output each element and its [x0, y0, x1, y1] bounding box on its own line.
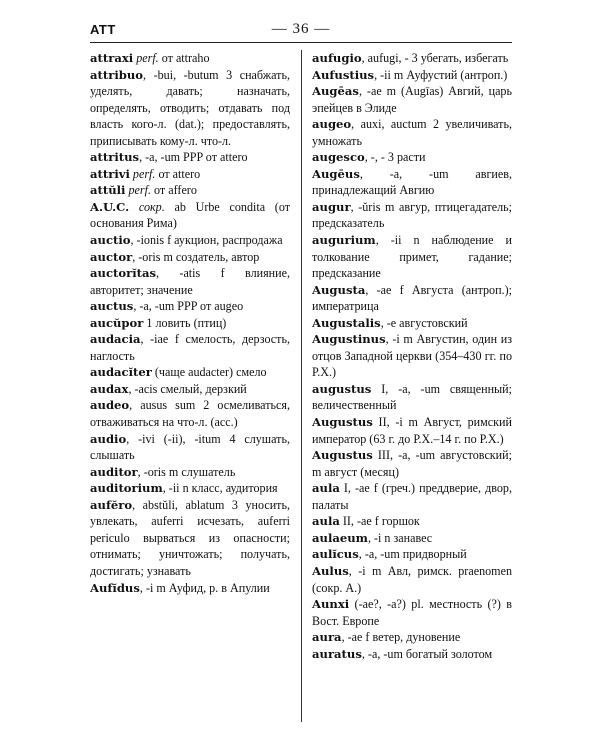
definition: от attero — [155, 166, 201, 181]
dictionary-entry — [312, 232, 512, 282]
definition: , -ivi (-ii), -itum 4 слушать, слышать — [90, 431, 290, 463]
definition: , -i n занавес — [367, 530, 433, 545]
dictionary-entry — [90, 315, 290, 332]
dictionary-entry — [312, 563, 512, 596]
headword: Aunxi — [312, 597, 350, 612]
definition: , -i m Августин, один из отцов Западной церкви (354–430 гг. по Р.Х.) — [312, 332, 512, 380]
headword: audax — [90, 381, 129, 396]
definition: , -oris m слушатель — [137, 464, 236, 479]
definition: (чаще audacter) смело — [151, 365, 267, 380]
headword: Aufustius — [312, 67, 375, 82]
definition: , -oris m создатель, автор — [132, 249, 260, 264]
definition: 1 ловить (птиц) — [143, 315, 227, 330]
dictionary-entry — [312, 646, 512, 663]
dictionary-entry — [90, 249, 290, 266]
dictionary-entry — [312, 629, 512, 646]
dictionary-entry — [90, 265, 290, 298]
definition: , -a, -um PPP от attero — [139, 150, 248, 165]
definition: , -acis смелый, дерзкий — [128, 381, 247, 396]
definition: , -iae f смелость, дерзость, наглость — [90, 332, 290, 363]
definition: , -ae m (Augīas) Авгий, царь эпейцев в Элиде — [312, 84, 512, 115]
headword: auctor — [90, 249, 133, 264]
definition: , -ionis f аукцион, распродажа — [130, 233, 283, 248]
headword: augurium — [312, 233, 376, 248]
dictionary-entry — [312, 331, 512, 381]
definition: , -e августовский — [380, 315, 468, 330]
left-column — [90, 50, 290, 596]
headword: attŭli — [90, 183, 126, 198]
headword: aulĭcus — [312, 547, 359, 562]
headword: auditorium — [90, 481, 163, 496]
definition: ab Urbe condita (от основания Рима) — [90, 199, 290, 231]
headword: augesco — [312, 150, 365, 165]
dictionary-entry — [312, 149, 512, 166]
dictionary-entry — [90, 67, 290, 150]
dictionary-entry — [312, 414, 512, 447]
definition: , -a, -um PPP от augeo — [133, 299, 244, 314]
page-number: — 36 — — [271, 21, 331, 37]
dictionary-entry — [312, 480, 512, 513]
headword: aufĕro — [90, 497, 133, 512]
dictionary-entry — [312, 315, 512, 332]
definition: , aufugi, - 3 убегать, избегать — [361, 51, 509, 65]
definition: , -ae f ветер, дуновение — [341, 630, 461, 645]
headword: attrivi — [90, 166, 130, 181]
definition: , -i m Ауфид, р. в Апулии — [139, 580, 270, 595]
headword: attritus — [90, 150, 140, 165]
headword: audeo — [90, 398, 130, 413]
dictionary-entry — [312, 596, 512, 629]
running-head: ATT — [90, 22, 116, 37]
dictionary-entry — [312, 530, 512, 547]
definition: (-ae?, -a?) pl. местность (?) в Вост. Европе — [312, 597, 512, 628]
headword: attraxi — [90, 51, 134, 65]
definition: , auxi, auctum 2 увеличивать, умножать — [312, 117, 512, 148]
dictionary-entry — [312, 282, 512, 315]
dictionary-entry — [90, 480, 290, 497]
headword: aula — [312, 481, 340, 496]
definition: , -ŭris m авгур, птицегадатель; предсказатель — [312, 199, 512, 231]
headword: aula — [312, 514, 340, 529]
headword: auratus — [312, 646, 362, 661]
dictionary-entry — [312, 447, 512, 480]
headword: audacia — [90, 332, 141, 347]
dictionary-entry — [312, 116, 512, 149]
grammar-label: perf. — [128, 183, 152, 198]
definition: , -ii n класс, аудитория — [162, 481, 278, 496]
definition: от attraho — [158, 51, 210, 65]
definition: I, -ae f (греч.) преддверие, двор, палаты — [312, 481, 512, 512]
headword: audio — [90, 431, 127, 446]
headword: auctorĭtas — [90, 266, 156, 281]
dictionary-entry — [312, 381, 512, 414]
definition: , -atis f влияние, авторитет; значение — [90, 266, 290, 297]
headword: attribuo — [90, 67, 144, 82]
dictionary-entry — [90, 50, 290, 67]
dictionary-entry — [90, 199, 290, 232]
headword: Augustus — [312, 415, 373, 430]
definition: II, -ae f горшок — [339, 514, 420, 529]
dictionary-entry — [90, 331, 290, 364]
headword: augustus — [312, 381, 372, 396]
headword: Augēas — [312, 84, 359, 99]
headword: aura — [312, 630, 342, 645]
definition: , ausus sum 2 осмеливаться, отваживаться на что-л. (acc.) — [90, 398, 290, 430]
headword: Augustalis — [312, 315, 381, 330]
dictionary-entry — [312, 513, 512, 530]
dictionary-entry — [312, 199, 512, 232]
headword: auditor — [90, 464, 138, 479]
headword: Aufĭdus — [90, 580, 140, 595]
dictionary-entry — [90, 232, 290, 249]
dictionary-entry — [312, 546, 512, 563]
dictionary-entry — [312, 50, 512, 67]
headword: aucŭpor — [90, 315, 144, 330]
headword: Aulus — [312, 563, 349, 578]
dictionary-entry — [312, 67, 512, 84]
definition: , -ii m Ауфустий (антроп.) — [374, 67, 508, 82]
grammar-label: perf. — [132, 166, 156, 181]
headword: Augēus — [312, 166, 360, 181]
dictionary-entry — [90, 497, 290, 580]
headword: A.U.C. — [90, 199, 130, 214]
definition: , -ii n наблюдение и толкование примет, гадание; предсказание — [312, 233, 512, 281]
definition: , -bui, -butum 3 снабжать, уделять, давать; назначать, определять, отводить; отдавать под власть кого-л. (dat.); предоставлять, приписывать кому-л. что-л. — [90, 67, 290, 148]
definition: I, -a, -um священный; величественный — [312, 381, 512, 413]
definition: , -ae f Августа (антроп.); императрица — [312, 282, 512, 314]
definition: , -i m Авл, римск. praenomen (сокр. A.) — [312, 563, 512, 595]
dictionary-entry — [90, 364, 290, 381]
dictionary-entry — [312, 83, 512, 116]
dictionary-entry — [90, 397, 290, 430]
headword: auctio — [90, 233, 131, 248]
dictionary-entry — [312, 166, 512, 199]
definition: , -a, -um авгиев, принадлежащий Авгию — [312, 166, 512, 198]
right-column — [312, 50, 512, 662]
definition: , -, - 3 расти — [364, 150, 426, 165]
definition: от affero — [151, 183, 197, 198]
headword: augeo — [312, 117, 352, 132]
dictionary-columns — [90, 50, 512, 730]
page-header — [90, 22, 512, 43]
dictionary-entry — [90, 580, 290, 597]
definition: , abstŭli, ablatum 3 уносить, увлекать, auferri исчезать, auferri periculo вырваться из опасности; отнимать; уничтожать; получать, достигать; узнавать — [90, 497, 290, 578]
dictionary-entry — [90, 431, 290, 464]
definition: III, -a, -um августовский; m август (месяц) — [312, 448, 512, 479]
dictionary-entry — [90, 464, 290, 481]
definition: , -a, -um богатый золотом — [361, 646, 493, 661]
definition: II, -i m Август, римский император (63 г. до Р.Х.–14 г. по Р.Х.) — [312, 415, 512, 446]
headword: audacĭter — [90, 365, 152, 380]
headword: auctus — [90, 299, 134, 314]
headword: Augustus — [312, 448, 373, 463]
dictionary-entry — [90, 166, 290, 183]
dictionary-entry — [90, 381, 290, 398]
grammar-label: сокр. — [138, 199, 165, 214]
dictionary-entry — [90, 149, 290, 166]
headword: Augusta — [312, 282, 366, 297]
headword: aulaeum — [312, 530, 368, 545]
grammar-label: perf. — [136, 51, 159, 65]
dictionary-entry — [90, 182, 290, 199]
dictionary-entry — [90, 298, 290, 315]
headword: aufugio — [312, 51, 362, 65]
headword: augur — [312, 199, 351, 214]
column-divider — [301, 50, 302, 722]
headword: Augustinus — [312, 332, 386, 347]
definition: , -a, -um придворный — [358, 547, 467, 562]
